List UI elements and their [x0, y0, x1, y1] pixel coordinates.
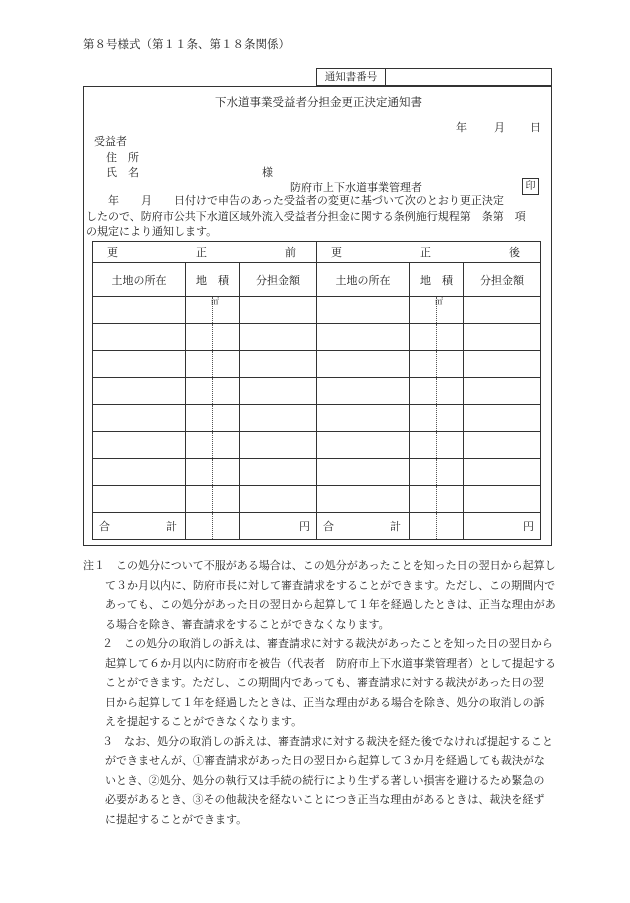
note-line: て３か月以内に、防府市長に対して審査請求をすることができます。ただし、この期間内で — [105, 578, 556, 592]
notes — [83, 556, 556, 829]
col-area: 地 積 — [410, 263, 464, 297]
note-line: 日から起算して１年を経過したときは、正当な理由がある場合を除き、処分の取消しの訴 — [105, 695, 545, 709]
date-line — [456, 119, 541, 135]
table-row — [93, 432, 317, 459]
note-line: 注１ この処分について不服がある場合は、この処分があったことを知った日の翌日から起算し — [83, 559, 556, 572]
notice-frame — [83, 86, 552, 546]
table-row — [93, 405, 317, 432]
before-table — [92, 241, 317, 540]
date-day: 日 — [530, 121, 541, 134]
note-line: えを提起することができなくなります。 — [105, 715, 303, 728]
notice-number-box — [316, 68, 552, 86]
body-line: したので、防府市公共下水道区域外流入受益者分担金に関する条例施行規程第 条第 項 — [86, 209, 526, 223]
note-line: いとき、②処分、処分の執行又は手続の続行により生ずる著しい損害を避けるため緊急の — [105, 773, 545, 787]
total-label: 合 計 — [93, 513, 186, 540]
col-area: 地 積 — [186, 263, 240, 297]
table-row — [317, 324, 541, 351]
before-title: 更 正 前 — [93, 242, 317, 263]
col-location: 土地の所在 — [317, 263, 410, 297]
col-amount: 分担金額 — [464, 263, 541, 297]
table-row — [93, 324, 317, 351]
total-label: 合 計 — [317, 513, 410, 540]
table-row — [317, 405, 541, 432]
table-row — [93, 297, 317, 324]
note-line: 起算して６か月以内に防府市を被告（代表者 防府市上下水道事業管理者）として提起する — [105, 656, 556, 670]
sqm-unit: ㎡ — [435, 297, 443, 306]
note-line: ことができます。ただし、この期間内であっても、審査請求に対する裁決があった日の翌 — [105, 676, 544, 689]
note-line: る場合を除き、審査請求をすることができなくなります。 — [105, 617, 390, 631]
total-row — [93, 513, 317, 540]
sqm-unit: ㎡ — [211, 297, 219, 306]
table-row — [317, 459, 541, 486]
total-yen[interactable]: 円 — [240, 513, 317, 540]
name-label: 氏 名 — [106, 166, 139, 179]
table-row — [93, 486, 317, 513]
issuer: 防府市上下水道事業管理者 — [290, 181, 422, 194]
beneficiary-label: 受益者 — [94, 135, 127, 148]
seal-mark: 印 — [522, 178, 539, 195]
note-line: あっても、この処分があった日の翌日から起算して１年を経過したときは、正当な理由があ — [105, 598, 556, 611]
note-line: ２ この処分の取消しの訴えは、審査請求に対する裁決があったことを知った日の翌日から — [102, 637, 553, 650]
address-label: 住 所 — [106, 151, 139, 164]
table-row — [93, 351, 317, 378]
body-line: の規定により通知します。 — [86, 225, 218, 238]
body-text — [86, 193, 550, 240]
col-location: 土地の所在 — [93, 263, 186, 297]
body-line: 年 月 日付けで申告のあった受益者の変更に基づいて次のとおり更正決定 — [86, 194, 504, 207]
document-title: 下水道事業受益者分担金更正決定通知書 — [215, 95, 422, 109]
after-table — [316, 241, 541, 540]
notice-number-label: 通知書番号 — [317, 69, 386, 85]
table-row — [317, 351, 541, 378]
after-title: 更 正 後 — [317, 242, 541, 263]
date-year: 年 — [456, 121, 467, 134]
total-row — [317, 513, 541, 540]
note-line: ３ なお、処分の取消しの訴えは、審査請求に対する裁決を経た後でなければ提起すること — [102, 734, 553, 748]
note-line: 必要があるとき、③その他裁決を経ないことにつき正当な理由があるときは、裁決を経ず — [105, 793, 545, 806]
table-row — [317, 486, 541, 513]
total-yen[interactable]: 円 — [464, 513, 541, 540]
table-row — [93, 459, 317, 486]
date-month: 月 — [494, 121, 505, 134]
note-line: ができませんが、①審査請求があった日の翌日から起算して３か月を経過しても裁決がな — [105, 754, 545, 767]
table-row — [317, 432, 541, 459]
table-row — [317, 378, 541, 405]
honorific: 様 — [262, 166, 273, 179]
table-row — [317, 297, 541, 324]
note-line: に提起することができます。 — [105, 812, 248, 826]
table-row — [93, 378, 317, 405]
form-code: 第８号様式（第１１条、第１８条関係） — [83, 37, 290, 51]
col-amount: 分担金額 — [240, 263, 317, 297]
